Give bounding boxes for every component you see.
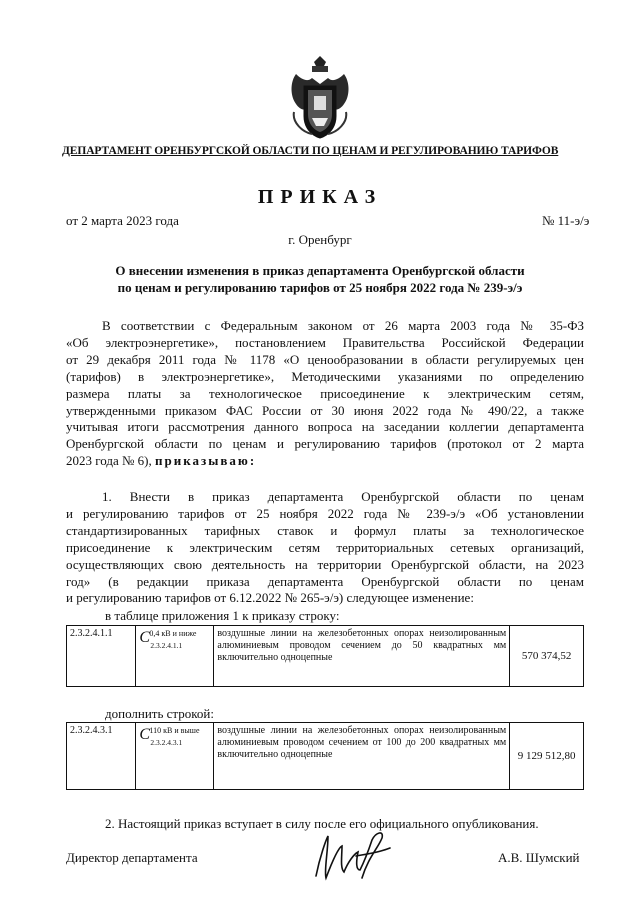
tariff-symbol xyxy=(139,725,205,751)
tariff-symbol-sub: 2.3.2.4.3.1 xyxy=(150,738,183,747)
document-number: № 11-э/э xyxy=(542,213,590,228)
preamble-paragraph xyxy=(66,318,584,470)
preamble-line: В соответствии с Федеральным законом от 26 марта 2003 года № 35-ФЗ xyxy=(102,318,584,333)
clause-1-line: год» (в редакции приказа департамента Оренбургской области по ценам xyxy=(66,573,584,589)
preamble-last-text: 2023 года № 6), xyxy=(66,453,152,469)
preamble-line: Оренбургской области по ценам и регулированию тарифов (протокол от 2 марта xyxy=(66,436,584,452)
clause-1-line: присоединение к электрическим сетям территориальных сетевых организаций, xyxy=(66,539,584,555)
order-heading-line-1: О внесении изменения в приказ департамента Оренбургской области xyxy=(115,263,525,278)
clause-1-line: и регулированию тарифов от 25 ноября 2022 года № 239-э/э «Об установлении xyxy=(66,505,584,521)
handwritten-signature xyxy=(298,826,398,884)
clause-1-line: стандартизированных тарифных ставок и формул платы за технологическое xyxy=(66,522,584,538)
row-intro-text: в таблице приложения 1 к приказу строку: xyxy=(105,608,340,623)
signer-position: Директор департамента xyxy=(66,850,198,865)
clause-1-line: осуществляющих свою деятельность на территории Оренбургской области, на 2023 xyxy=(66,556,584,572)
tariff-description: воздушные линии на железобетонных опорах неизолированным алюминиевым проводом сечением до 50 квадратных мм включительно одноцепные xyxy=(214,626,510,687)
order-word: приказываю: xyxy=(155,453,257,469)
clause-1-last-line: и регулированию тарифов от 6.12.2022 № 265-э/э) следующее изменение: xyxy=(66,590,474,606)
preamble-line: «Об электроэнергетике», постановлением Правительства Российской Федерации xyxy=(66,334,584,350)
document-city: г. Оренбург xyxy=(288,232,352,247)
table-row xyxy=(67,723,584,790)
old-tariff-table xyxy=(66,625,584,687)
new-tariff-table xyxy=(66,722,584,790)
tariff-symbol-sup: 110 кВ и выше xyxy=(149,726,200,735)
clause-1-paragraph xyxy=(66,489,584,607)
order-heading-line-2: по ценам и регулированию тарифов от 25 ноября 2022 года № 239-э/э xyxy=(117,280,523,295)
tariff-value: 570 374,52 xyxy=(510,626,584,687)
document-date: от 2 марта 2023 года xyxy=(66,213,179,228)
tariff-symbol xyxy=(139,628,205,654)
tariff-symbol-letter: C xyxy=(139,629,151,646)
tariff-symbol-sub: 2.3.2.4.1.1 xyxy=(150,641,183,650)
preamble-line: от 29 декабря 2011 года № 1178 «О ценообразовании в области регулируемых цен xyxy=(66,351,584,367)
preamble-line: размера платы за технологическое присоединение к электрическим сетям, xyxy=(66,385,584,401)
clause-2-paragraph: 2. Настоящий приказ вступает в силу после его официального опубликования. xyxy=(105,816,539,831)
table-row xyxy=(67,626,584,687)
tariff-value: 9 129 512,80 xyxy=(510,723,584,790)
preamble-last-line xyxy=(66,453,584,470)
order-heading xyxy=(70,262,570,296)
preamble-line: утвержденными приказом ФАС России от 30 июня 2022 года № 490/22, а также xyxy=(66,402,584,418)
clause-1-line: 1. Внести в приказ департамента Оренбургской области по ценам xyxy=(102,489,584,504)
tariff-symbol-sup: 0,4 кВ и ниже xyxy=(149,629,197,638)
preamble-line: учитывая итоги рассмотрения данного вопроса на заседании коллегии департамента xyxy=(66,419,584,435)
add-intro-text: дополнить строкой: xyxy=(105,706,214,721)
tariff-symbol-cell xyxy=(136,626,214,687)
tariff-code: 2.3.2.4.3.1 xyxy=(67,723,136,790)
tariff-description: воздушные линии на железобетонных опорах неизолированным алюминиевым проводом сечением от 100 до 200 квадратных мм включительно одноцепные xyxy=(214,723,510,790)
tariff-code: 2.3.2.4.1.1 xyxy=(67,626,136,687)
document-title: ПРИКАЗ xyxy=(257,186,383,208)
tariff-symbol-cell xyxy=(136,723,214,790)
coat-of-arms-emblem xyxy=(288,56,352,140)
tariff-symbol-letter: C xyxy=(139,726,151,743)
preamble-line: (тарифов) в электроэнергетике», Методическими указаниями по определению xyxy=(66,368,584,384)
department-name: ДЕПАРТАМЕНТ ОРЕНБУРГСКОЙ ОБЛАСТИ ПО ЦЕНАМ И РЕГУЛИРОВАНИЮ ТАРИФОВ xyxy=(62,145,559,157)
signer-name: А.В. Шумский xyxy=(498,850,580,865)
